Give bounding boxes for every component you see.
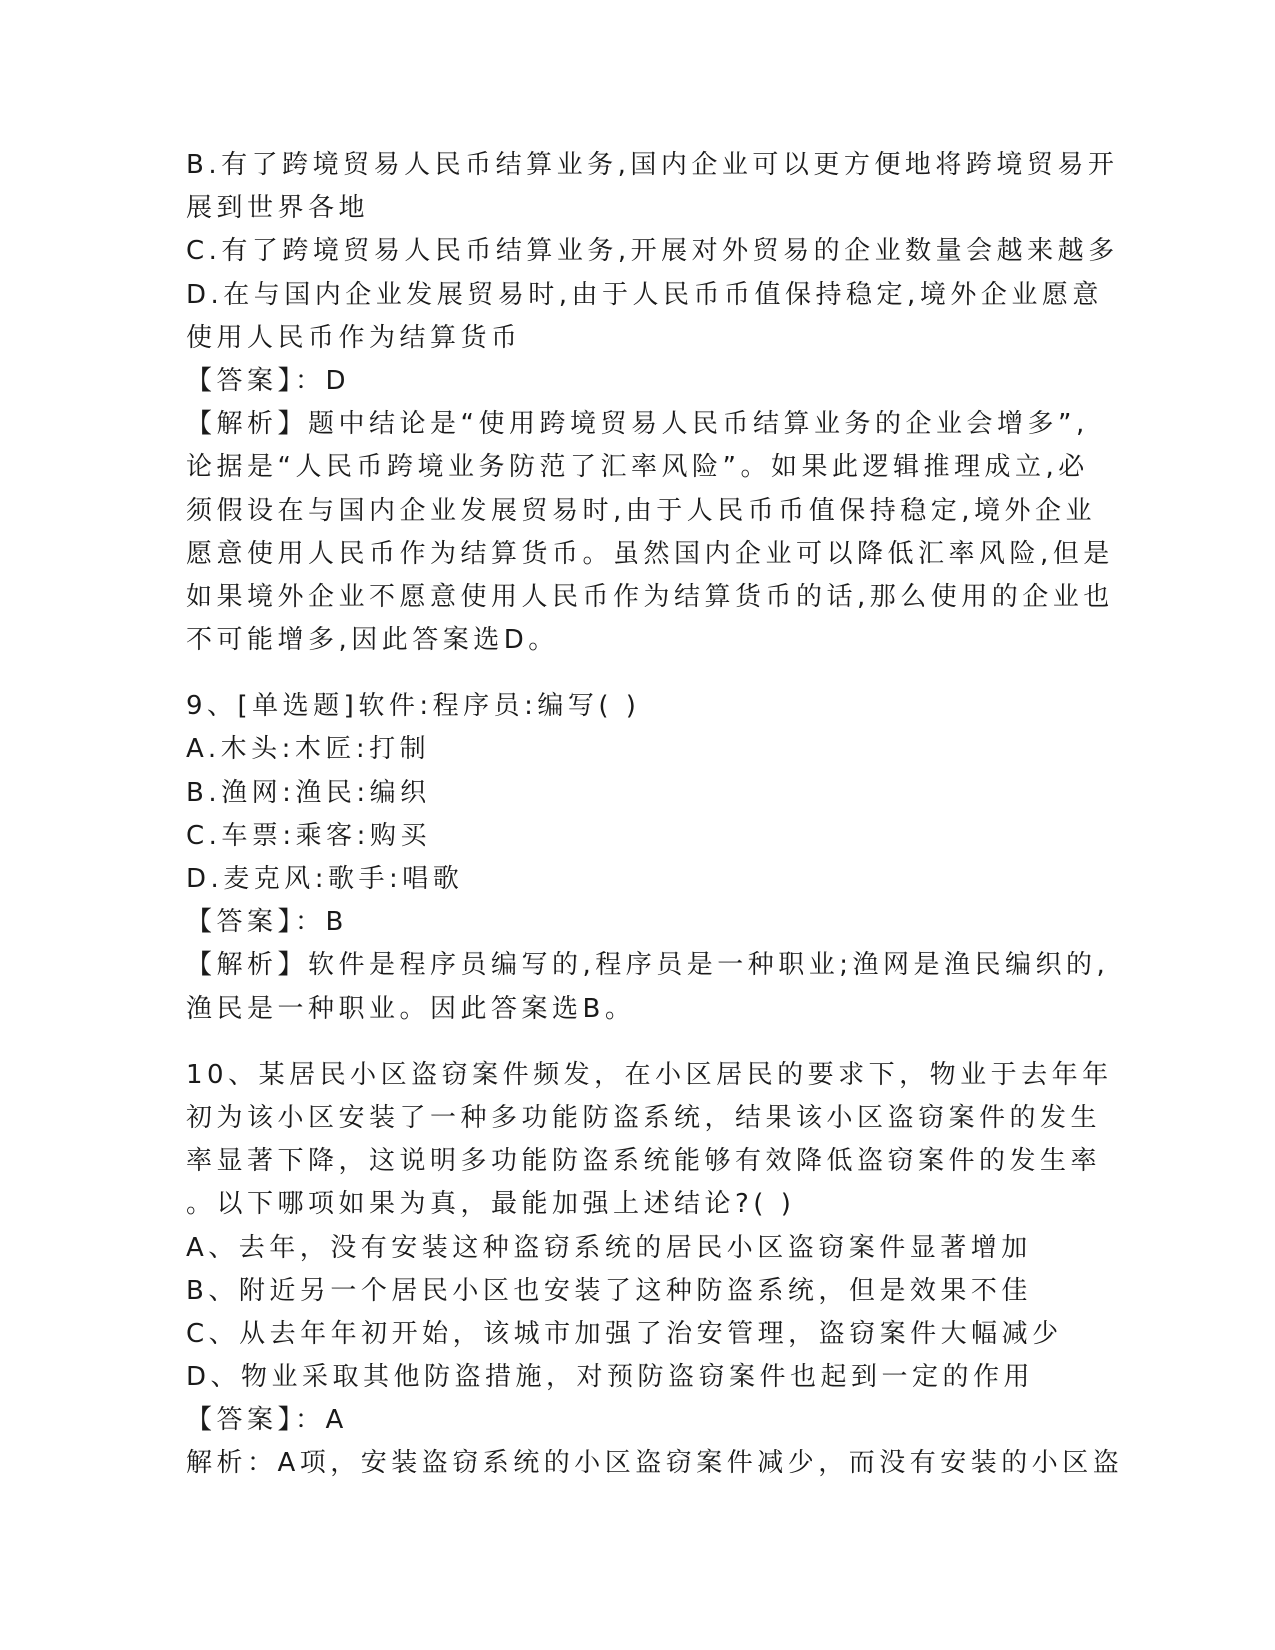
spacer bbox=[186, 662, 1086, 685]
question-stem-line: 初为该小区安装了一种多功能防盗系统，结果该小区盗窃案件的发生 bbox=[186, 1102, 1102, 1133]
option-c: C、从去年年初开始，该城市加强了治安管理，盗窃案件大幅减少 bbox=[186, 1318, 1063, 1349]
option-c: C.有了跨境贸易人民币结算业务,开展对外贸易的企业数量会越来越多 bbox=[186, 236, 1119, 267]
question-10 bbox=[186, 1054, 1124, 1486]
analysis-line: 须假设在与国内企业发展贸易时,由于人民币币值保持稳定,境外企业 bbox=[186, 495, 1097, 526]
option-d: D.麦克风:歌手:唱歌 bbox=[186, 864, 464, 894]
analysis-line: 愿意使用人民币作为结算货币。虽然国内企业可以降低汇率风险,但是 bbox=[186, 538, 1114, 569]
answer: 【答案】：B bbox=[186, 907, 348, 938]
question-stem: 9、[单选题]软件:程序员:编写( ) bbox=[186, 691, 641, 722]
option-b: B.渔网:渔民:编织 bbox=[186, 777, 431, 808]
option-b-line-1: B.有了跨境贸易人民币结算业务,国内企业可以更方便地将跨境贸易开 bbox=[186, 150, 1119, 180]
question-stem-line: 。以下哪项如果为真，最能加强上述结论?( ) bbox=[186, 1189, 796, 1220]
option-b: B、附近另一个居民小区也安装了这种防盗系统，但是效果不佳 bbox=[186, 1275, 1032, 1306]
option-d-line-1: D.在与国内企业发展贸易时,由于人民币币值保持稳定,境外企业愿意 bbox=[186, 279, 1103, 310]
question-8-continuation bbox=[186, 144, 1119, 662]
analysis-line: 论据是“人民币跨境业务防范了汇率风险”。如果此逻辑推理成立,必 bbox=[186, 452, 1089, 483]
analysis-line: 渔民是一种职业。因此答案选B。 bbox=[186, 993, 636, 1024]
option-a: A、去年，没有安装这种盗窃系统的居民小区盗窃案件显著增加 bbox=[186, 1232, 1032, 1263]
analysis-line: 解析：A项，安装盗窃系统的小区盗窃案件减少，而没有安装的小区盗 bbox=[186, 1448, 1124, 1479]
answer: 【答案】：A bbox=[186, 1405, 348, 1436]
analysis-line: 如果境外企业不愿意使用人民币作为结算货币的话,那么使用的企业也 bbox=[186, 581, 1114, 612]
option-d-line-2: 使用人民币作为结算货币 bbox=[186, 322, 522, 353]
analysis-line: 【解析】软件是程序员编写的,程序员是一种职业;渔网是渔民编织的, bbox=[186, 950, 1110, 981]
document-page bbox=[186, 144, 1124, 1486]
option-a: A.木头:木匠:打制 bbox=[186, 734, 431, 765]
option-b-line-2: 展到世界各地 bbox=[186, 193, 370, 224]
question-9 bbox=[186, 685, 1110, 1031]
option-d: D、物业采取其他防盗措施，对预防盗窃案件也起到一定的作用 bbox=[186, 1362, 1035, 1393]
question-stem-line: 率显著下降，这说明多功能防盗系统能够有效降低盗窃案件的发生率 bbox=[186, 1146, 1102, 1177]
analysis-line: 【解析】题中结论是“使用跨境贸易人民币结算业务的企业会增多”, bbox=[186, 409, 1089, 440]
answer: 【答案】：D bbox=[186, 365, 351, 396]
option-c: C.车票:乘客:购买 bbox=[186, 820, 431, 851]
analysis-line: 不可能增多,因此答案选D。 bbox=[186, 625, 559, 656]
question-stem-line: 10、某居民小区盗窃案件频发，在小区居民的要求下，物业于去年年 bbox=[186, 1059, 1113, 1090]
spacer bbox=[186, 1031, 1086, 1054]
